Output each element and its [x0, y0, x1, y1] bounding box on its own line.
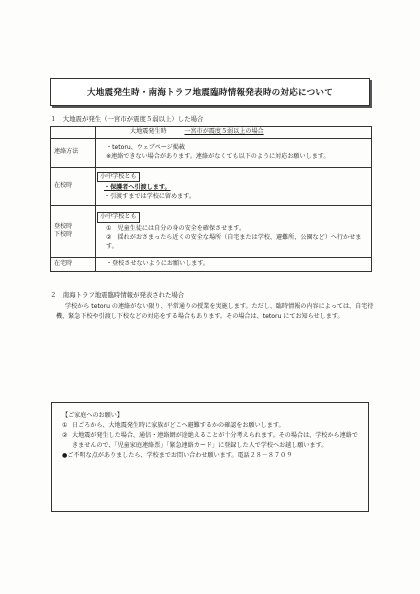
section2-heading: ２ 南海トラフ地震臨時情報が発表された場合: [50, 291, 185, 299]
notice-item: ① 日ごろから、大地震発生時に家族がどこへ避難するかの確認をお願いします。: [62, 422, 285, 430]
table-row: [51, 257, 372, 271]
table-row: [51, 138, 372, 167]
row-label-contact: 連絡方法: [51, 138, 96, 167]
row-label-commute: 登校時 下校時: [51, 205, 96, 257]
group-label: 小中学校とも: [97, 172, 140, 183]
table-row: [51, 167, 372, 205]
notice-heading: 【ご家庭へのお願い】: [62, 412, 123, 419]
group-label: 小中学校とも: [97, 212, 140, 223]
commute-line-2: ② 揺れがおさまったら近くの安全な場所（自宅または学校、避難所、公園など）へ行かせます。: [106, 233, 362, 250]
notice-box: [51, 402, 369, 512]
row-label-at-home: 在宅時: [51, 257, 96, 271]
notice-item: ② 大地震が発生した場合、通信・連絡網が途絶えることが十分考えられます。その場合は、学校から連絡できませんので、「児童家庭連絡票」「緊急連絡カード」に登録した人で学校へお越し願います。: [62, 432, 358, 450]
response-table: [50, 126, 372, 272]
at-home-line: ・登校させないようにお願いします。: [106, 259, 210, 267]
section2-body: 学校から tetoru の連絡がない限り、平常通りの授業を実施します。ただし、臨時情報の内容によっては、自宅待機、緊急下校や引渡し下校などの対応をする場合もあります。その場合は、tetoru にてお知らせします。: [56, 303, 374, 321]
in-school-line-1: ・保護者へ引渡します。: [104, 184, 171, 192]
section1-heading: １ 大地震が発生（一宮市が震度５弱以上）した場合: [50, 115, 204, 123]
table-row: [51, 205, 372, 257]
row-label-in-school: 在校時: [51, 167, 96, 205]
commute-line-1: ① 児童生徒には自分の身の安全を確保させます。: [106, 225, 246, 232]
header-label: 大地震発生時: [130, 128, 167, 135]
notice-contact: ●ご不明な点がありましたら、学校までお問い合わせ願います。電話２８－８７０９: [62, 452, 293, 460]
header-value: 一宮市が震度５弱以上の場合: [184, 128, 264, 135]
page-title: 大地震発生時・南海トラフ地震臨時情報発表時の対応について: [50, 78, 370, 106]
contact-line-2: ※連絡できない場合があります。連絡がなくても以下のように対応お願いします。: [106, 152, 330, 160]
contact-line-1: ・tetoru、ウェブページ掲載: [106, 144, 185, 151]
in-school-line-2: ・引渡すまでは学校に留めます。: [104, 193, 195, 201]
table-header-row: [51, 127, 372, 139]
